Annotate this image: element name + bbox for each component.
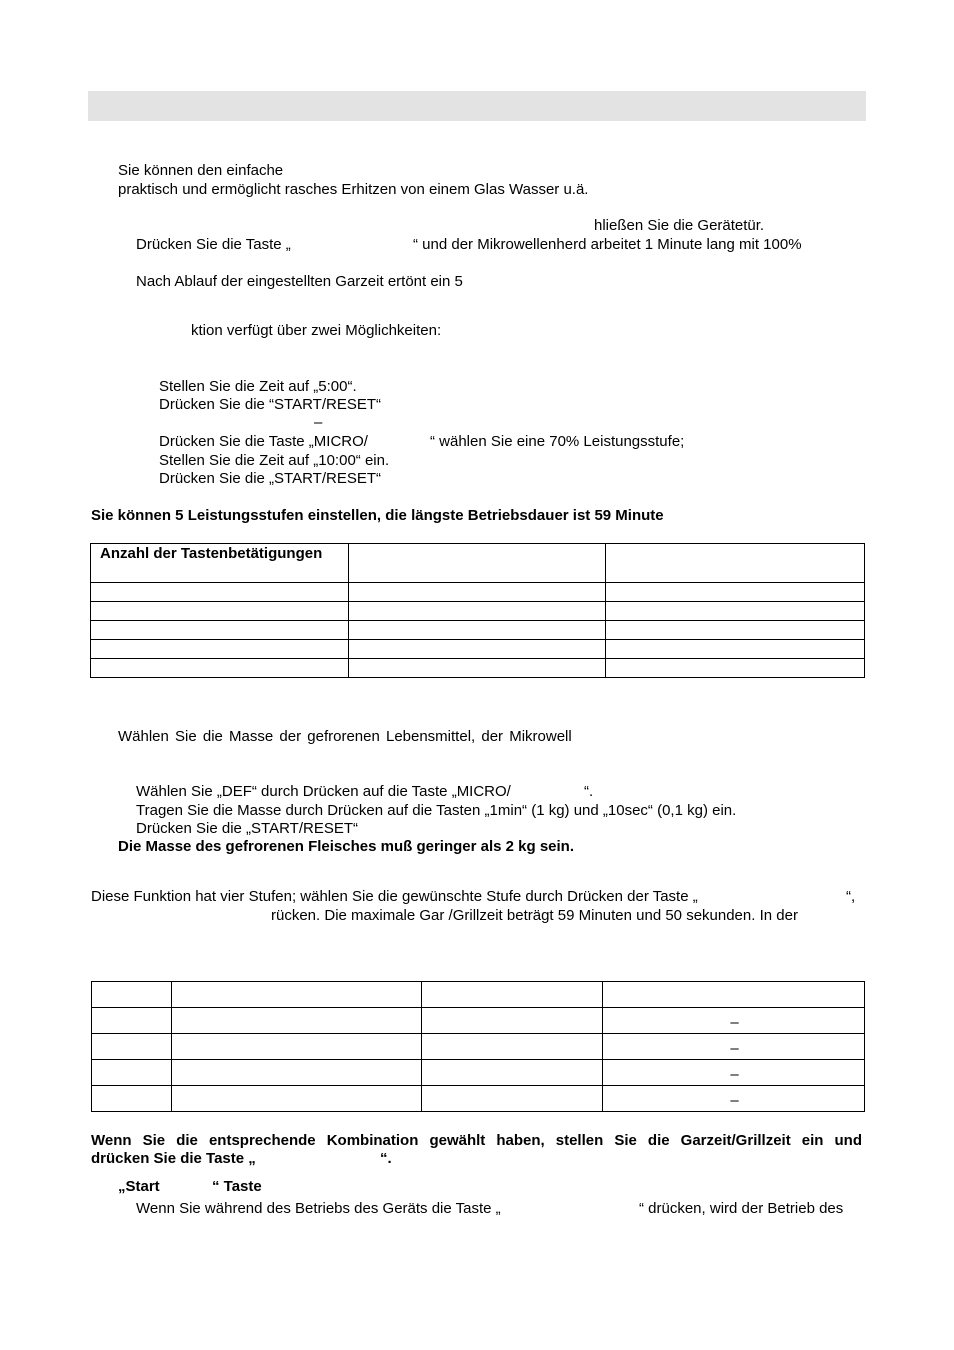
table-cell: [603, 1086, 865, 1112]
table-cell: [349, 659, 606, 678]
table-row: [91, 659, 865, 678]
combination-note-2-cont: “.: [380, 1150, 392, 1167]
table-cell: [91, 583, 349, 602]
combination-note-1: Wenn Sie die entsprechende Kombination gewählt haben, stellen Sie die Garzeit/Grillzeit ein und: [91, 1132, 862, 1149]
table-cell: [91, 640, 349, 659]
step-press-micro-cont: “ wählen Sie eine 70% Leistungsstufe;: [430, 433, 685, 450]
grill-combination-table: [91, 981, 865, 1112]
step-press-micro: Drücken Sie die Taste „MICRO/: [159, 433, 368, 450]
table-cell: [91, 659, 349, 678]
table-header-cell: Anzahl der Tastenbetätigungen: [91, 544, 349, 583]
start-key-description: Wenn Sie während des Betriebs des Geräts die Taste „: [136, 1200, 501, 1217]
table-cell: [92, 1034, 172, 1060]
step-press-start-2: Drücken Sie die „START/RESET“: [159, 470, 382, 487]
defrost-step-1: Wählen Sie „DEF“ durch Drücken auf die Taste „MICRO/: [136, 783, 511, 800]
table-cell: [91, 621, 349, 640]
table-row: [91, 640, 865, 659]
table-cell: [603, 982, 865, 1008]
table-cell: [603, 1060, 865, 1086]
dash-mark: –: [730, 1040, 739, 1057]
table-row: [91, 583, 865, 602]
table-cell: [172, 1060, 422, 1086]
section-header-bar: [88, 91, 866, 121]
dash-mark: –: [730, 1092, 739, 1109]
table-cell: [172, 1086, 422, 1112]
table-row: [92, 982, 865, 1008]
table-cell: [603, 1008, 865, 1034]
table-cell: [92, 1086, 172, 1112]
table-row: [92, 1060, 865, 1086]
table-cell: [606, 621, 865, 640]
table-cell: [172, 1034, 422, 1060]
instruction-close-door: hließen Sie die Gerätetür.: [594, 217, 765, 234]
table-cell: [349, 583, 606, 602]
table-row: [92, 1034, 865, 1060]
table-cell: [422, 982, 603, 1008]
table-row: [92, 1086, 865, 1112]
table-cell: [91, 602, 349, 621]
start-key-heading-cont: “ Taste: [212, 1178, 262, 1195]
step-dash: –: [314, 414, 323, 431]
table-cell: [606, 640, 865, 659]
start-key-description-cont: “ drücken, wird der Betrieb des: [639, 1200, 844, 1217]
combination-note-2: drücken Sie die Taste „: [91, 1150, 256, 1167]
table-row: [92, 1008, 865, 1034]
defrost-weight-note: Die Masse des gefrorenen Fleisches muß geringer als 2 kg sein.: [118, 838, 575, 855]
table-cell: [422, 1060, 603, 1086]
power-levels-table: [90, 543, 865, 678]
intro-line-2: praktisch und ermöglicht rasches Erhitzen von einem Glas Wasser u.ä.: [118, 181, 589, 198]
step-press-start-1: Drücken Sie die “START/RESET“: [159, 396, 382, 413]
grill-intro-1-cont: “,: [846, 888, 856, 905]
defrost-step-2: Tragen Sie die Masse durch Drücken auf die Tasten „1min“ (1 kg) und „10sec“ (0,1 kg) ein.: [136, 802, 737, 819]
table-cell: [349, 602, 606, 621]
table-cell: [92, 1060, 172, 1086]
dash-mark: –: [730, 1066, 739, 1083]
defrost-step-3: Drücken Sie die „START/RESET“: [136, 820, 359, 837]
table-row: [91, 602, 865, 621]
table-cell: [606, 602, 865, 621]
instruction-press-key: Drücken Sie die Taste „: [136, 236, 291, 253]
table-cell: [422, 1034, 603, 1060]
table-cell: [172, 982, 422, 1008]
table-cell: [606, 583, 865, 602]
grill-intro-2: rücken. Die maximale Gar /Grillzeit beträgt 59 Minuten und 50 sekunden. In der: [271, 907, 798, 924]
table-cell: [172, 1008, 422, 1034]
defrost-step-1-cont: “.: [584, 783, 594, 800]
table-header-row: [91, 544, 865, 583]
table-cell: [92, 1008, 172, 1034]
table-cell: [92, 982, 172, 1008]
dash-mark: –: [730, 1014, 739, 1031]
instruction-press-key-cont: “ und der Mikrowellenherd arbeitet 1 Minute lang mit 100%: [413, 236, 802, 253]
table-header-cell: [606, 544, 865, 583]
table-cell: [422, 1086, 603, 1112]
power-levels-note: Sie können 5 Leistungsstufen einstellen, die längste Betriebsdauer ist 59 Minute: [91, 507, 664, 524]
step-set-time-5: Stellen Sie die Zeit auf „5:00“.: [159, 378, 357, 395]
start-key-heading: „Start: [118, 1178, 160, 1195]
grill-intro-1: Diese Funktion hat vier Stufen; wählen Sie die gewünschte Stufe durch Drücken der Taste „: [91, 888, 698, 905]
table-cell: [349, 640, 606, 659]
table-row: [91, 621, 865, 640]
defrost-intro: Wählen Sie die Masse der gefrorenen Lebensmittel, der Mikrowell: [118, 728, 572, 745]
function-options-text: ktion verfügt über zwei Möglichkeiten:: [191, 322, 442, 339]
step-set-time-10: Stellen Sie die Zeit auf „10:00“ ein.: [159, 452, 390, 469]
table-cell: [422, 1008, 603, 1034]
table-header-cell: [349, 544, 606, 583]
instruction-signal: Nach Ablauf der eingestellten Garzeit ertönt ein 5: [136, 273, 463, 290]
table-cell: [603, 1034, 865, 1060]
intro-line-1: Sie können den einfache: [118, 162, 284, 179]
table-cell: [606, 659, 865, 678]
table-cell: [349, 621, 606, 640]
